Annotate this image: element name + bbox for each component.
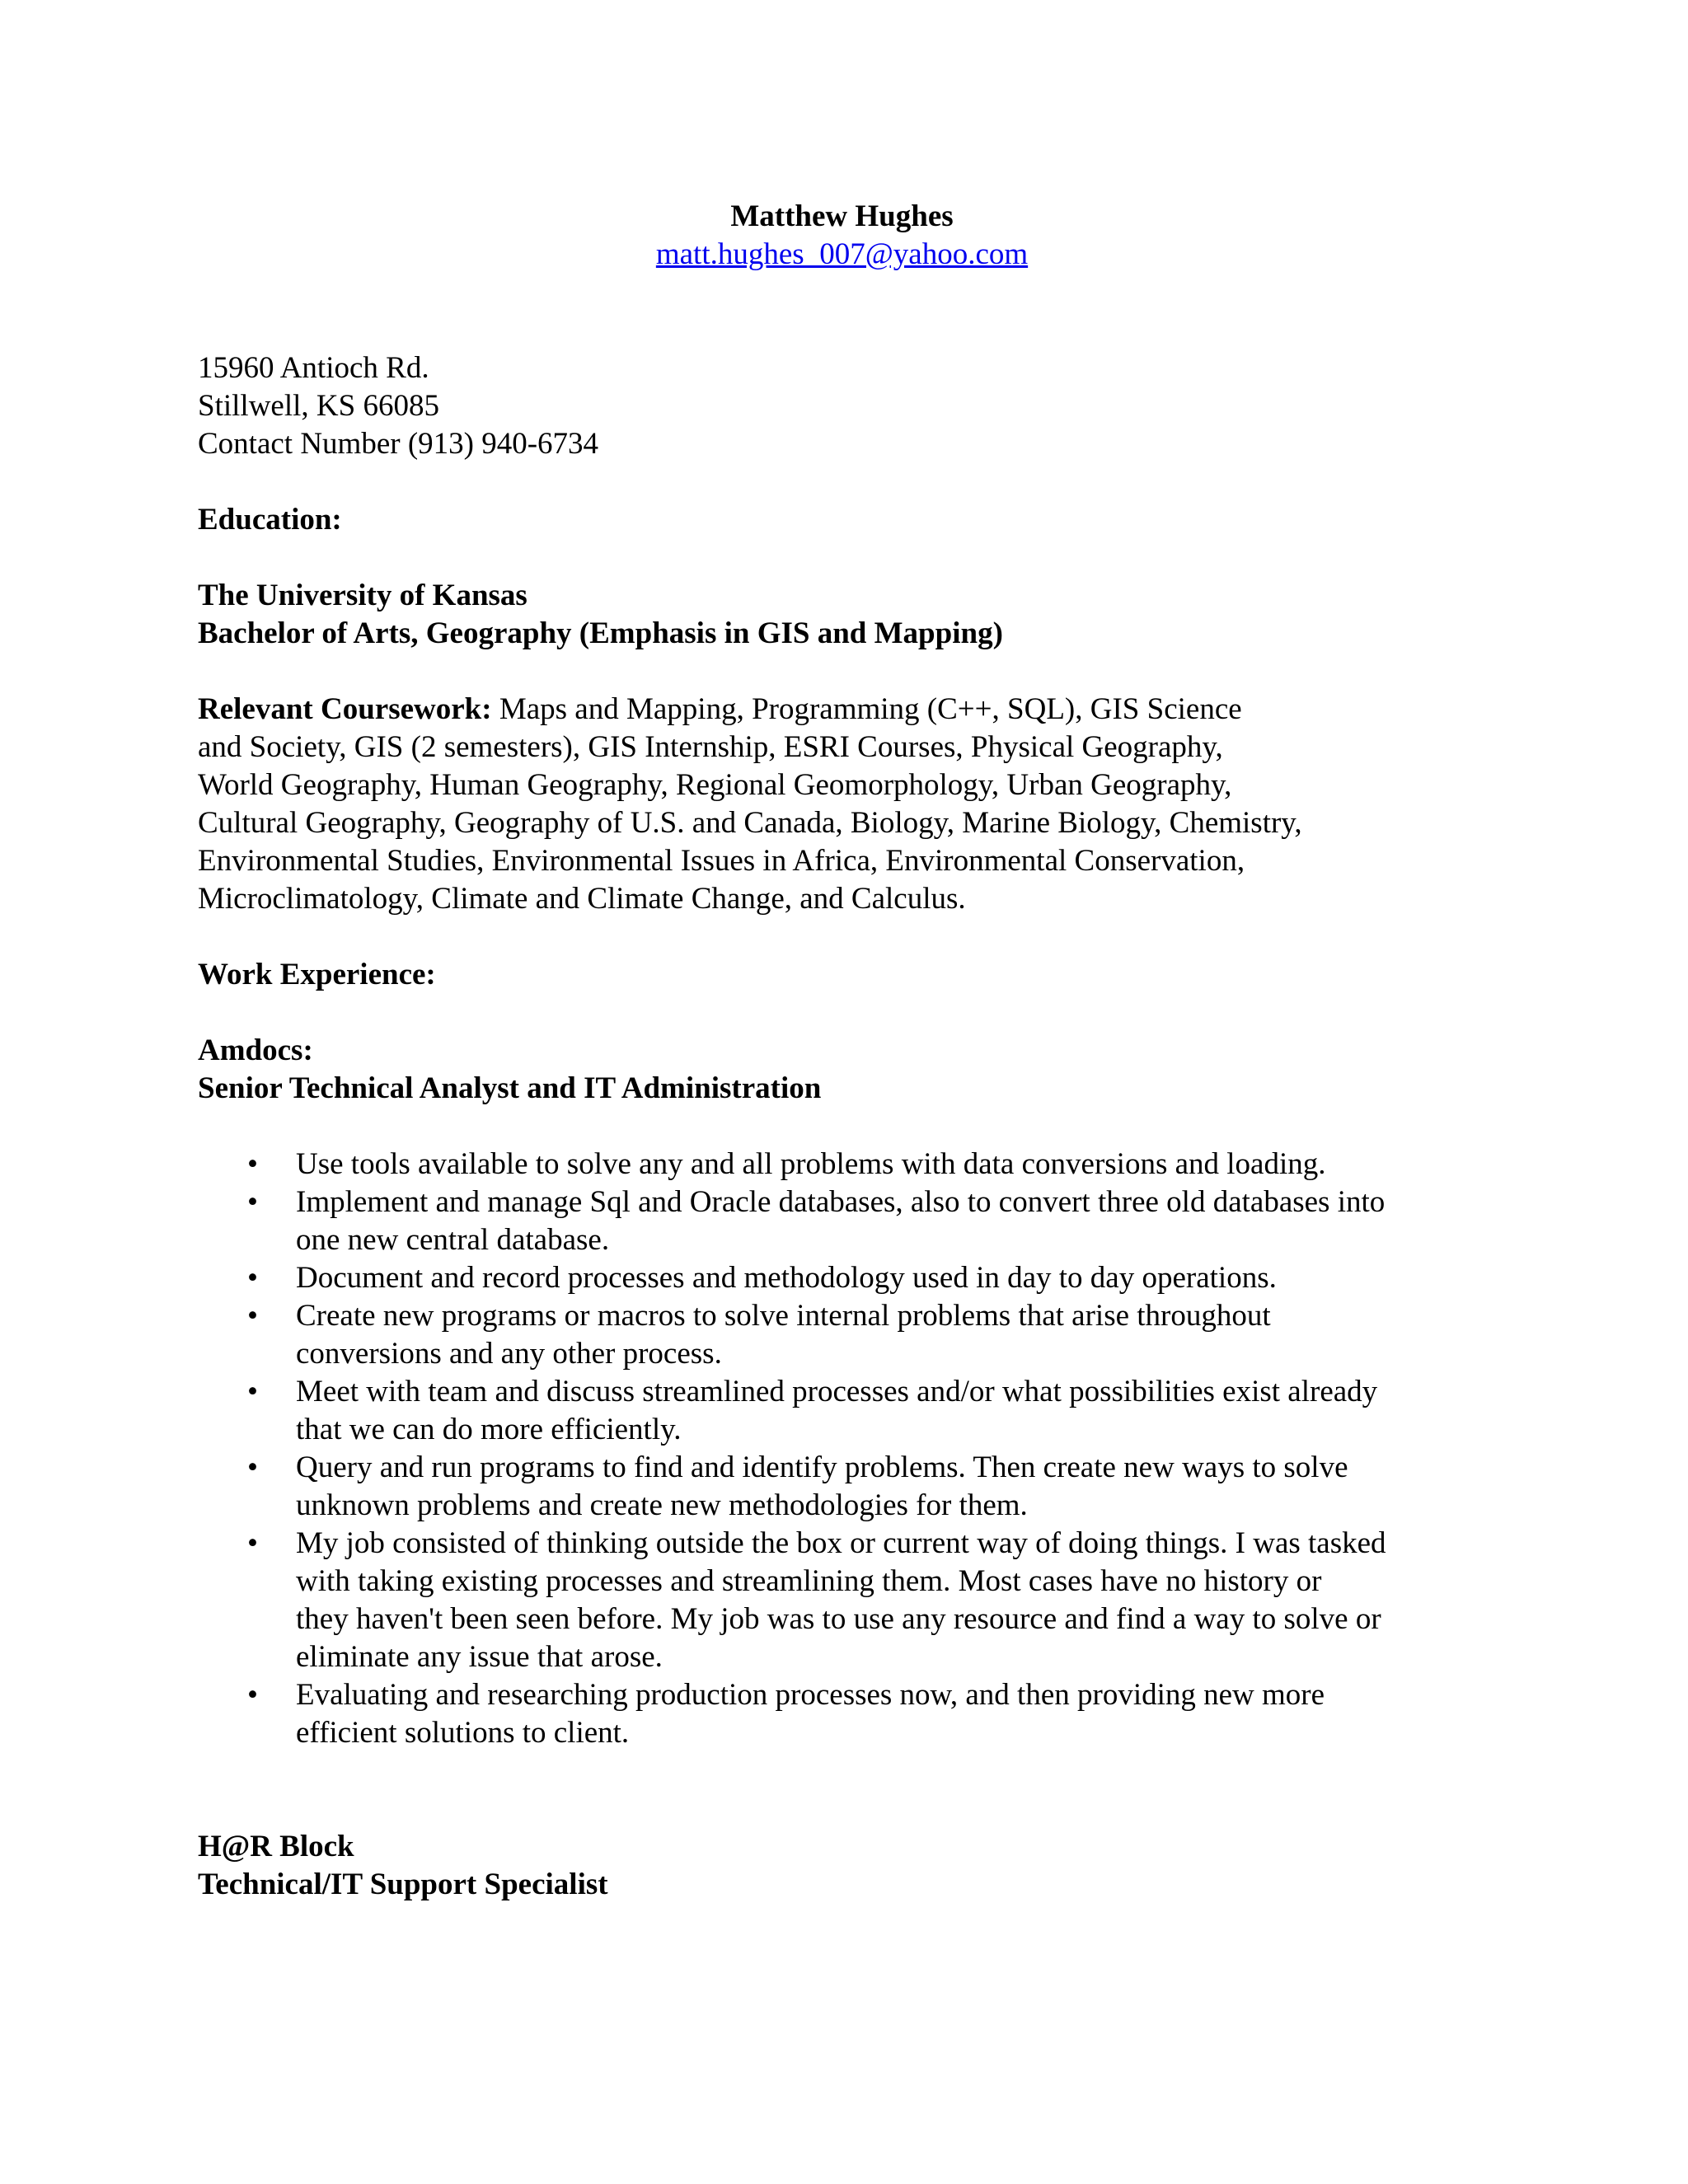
email-link[interactable]: matt.hughes_007@yahoo.com (655, 237, 1029, 271)
candidate-name: Matthew Hughes (730, 199, 954, 233)
list-item: • My job consisted of thinking outside the box or current way of doing things. I was tasked with taking existing processes and streamlining them. Most cases have no history or they haven't been seen before. My job was to use any resource and find a way to solve or eliminate any issue that arose. (247, 1526, 1386, 1674)
bullet-icon: • (247, 1678, 258, 1712)
list-item: • Query and run programs to find and identify problems. Then create new ways to solve unknown problems and create new methodologies for them. (247, 1451, 1348, 1522)
work-experience-heading: Work Experience: (198, 958, 436, 991)
bullet-icon: • (247, 1185, 258, 1219)
bullet-icon: • (247, 1261, 258, 1295)
job-title-amdocs: Senior Technical Analyst and IT Administration (198, 1071, 822, 1105)
company-amdocs: Amdocs: (198, 1033, 313, 1067)
bullet-icon: • (247, 1451, 258, 1484)
resume-page (198, 198, 1517, 1904)
school-name: The University of Kansas (198, 579, 528, 612)
bullet-icon: • (247, 1299, 258, 1333)
list-item: • Document and record processes and methodology used in day to day operations. (198, 1259, 1532, 1297)
coursework-label: Relevant Coursework: (198, 692, 492, 726)
bullet-icon: • (247, 1147, 258, 1181)
address-line-city: Stillwell, KS 66085 (198, 389, 439, 423)
address-line-street: 15960 Antioch Rd. (198, 351, 429, 385)
bullet-icon: • (247, 1526, 258, 1560)
contact-number: Contact Number (913) 940-6734 (198, 427, 599, 461)
education-heading: Education: (198, 503, 342, 537)
list-item: • Create new programs or macros to solve internal problems that arise throughout conversions and any other process. (247, 1299, 1271, 1371)
list-item: • Evaluating and researching production processes now, and then providing new more efficient solutions to client. (247, 1678, 1325, 1750)
company-hr-block: H@R Block (198, 1830, 354, 1863)
list-item: • Meet with team and discuss streamlined processes and/or what possibilities exist already that we can do more efficiently. (247, 1375, 1378, 1446)
bullet-icon: • (247, 1375, 258, 1408)
list-item: • Use tools available to solve any and all problems with data conversions and loading. (198, 1146, 1532, 1183)
degree: Bachelor of Arts, Geography (Emphasis in GIS and Mapping) (198, 616, 1003, 650)
coursework-text: Maps and Mapping, Programming (C++, SQL), GIS Science and Society, GIS (2 semesters), GIS Internship, ESRI Courses, Physical Geography, World Geography, Human Geography, Regional Geomorphology, Urban Geography, Cultural Geography, Geography of U.S. and Canada, Biology, Marine Biology, Chemistry, Environmental Studies, Environmental Issues in Africa, Environmental Conservation, Microclimatology, Climate and Climate Change, and Calculus. (198, 692, 1302, 916)
list-item: • Implement and manage Sql and Oracle databases, also to convert three old databases into one new central database. (247, 1185, 1386, 1257)
coursework-paragraph (198, 691, 1517, 918)
job-title-hr-block: Technical/IT Support Specialist (198, 1868, 608, 1901)
duties-list-amdocs (198, 1146, 1517, 1752)
